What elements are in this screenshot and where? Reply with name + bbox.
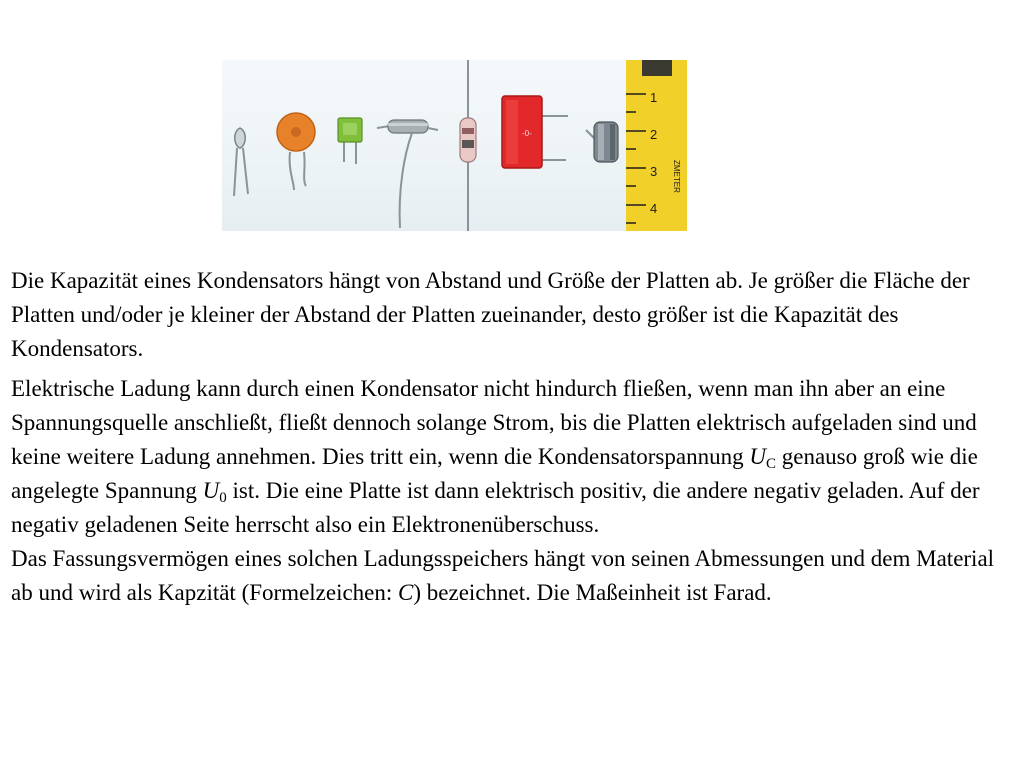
capacitors-photo (222, 60, 687, 231)
paragraph-charge-part1: Elektrische Ladung kann durch einen Kondensator nicht hindurch fließen, wenn man ihn aber an eine Spannungsquelle anschließt, fließt dennoch solange Strom, bis die Platten elektrisch aufgeladen sind und keine weitere Ladung annehmen. Dies tritt ein, wenn die Kondensatorspannung (11, 376, 977, 469)
green-box-capacitor-icon (338, 118, 362, 164)
paragraph-capacity: Die Kapazität eines Kondensators hängt von Abstand und Größe der Platten ab. Je größer die Fläche der Platten und/oder je kleiner der Abstand der Platten zueinander, desto größer ist die Kapazität des Kondensators. (11, 268, 970, 361)
ruler-number-1: 1 (650, 90, 658, 105)
body-text (11, 264, 1001, 610)
paragraph-charge (11, 372, 1001, 610)
paragraph-charge-part3: ist. Die eine Platte ist dann elektrisch positiv, die andere negativ geladen. Auf der negativ geladenen Seite herrscht also ein Elektronenüberschuss. (11, 478, 980, 537)
glass-axial-capacitor-icon (460, 60, 476, 231)
voltage-subscript-c: C (765, 456, 776, 472)
ruler-label: ZMETER (672, 160, 681, 193)
voltage-symbol-u0: U (202, 478, 220, 503)
capacitor-print-label: -0- (522, 129, 532, 138)
ceramic-disc-capacitor-icon (277, 113, 315, 190)
paragraph-charge-part5: ) bezeichnet. Die Maßeinheit ist Farad. (413, 580, 772, 605)
electrolytic-capacitor-icon (586, 122, 618, 162)
paragraph-charge-part2: genauso groß wie die angelegte Spannung (11, 444, 978, 503)
ruler-number-4: 4 (650, 201, 658, 216)
axial-capacitor-icon (377, 120, 438, 228)
small-glass-capacitor-icon (234, 128, 248, 196)
ruler-icon (626, 60, 687, 231)
voltage-subscript-0: 0 (219, 490, 227, 506)
capacitance-symbol-c: C (398, 580, 414, 605)
red-box-capacitor-icon (502, 96, 568, 168)
ruler-number-3: 3 (650, 164, 658, 179)
paragraph-charge-part4: Das Fassungsvermögen eines solchen Ladungsspeichers hängt von seinen Abmessungen und dem Material ab und wird als Kapzität (Formelzeichen: (11, 546, 995, 605)
ruler-number-2: 2 (650, 127, 658, 142)
voltage-symbol-uc: U (749, 444, 766, 469)
